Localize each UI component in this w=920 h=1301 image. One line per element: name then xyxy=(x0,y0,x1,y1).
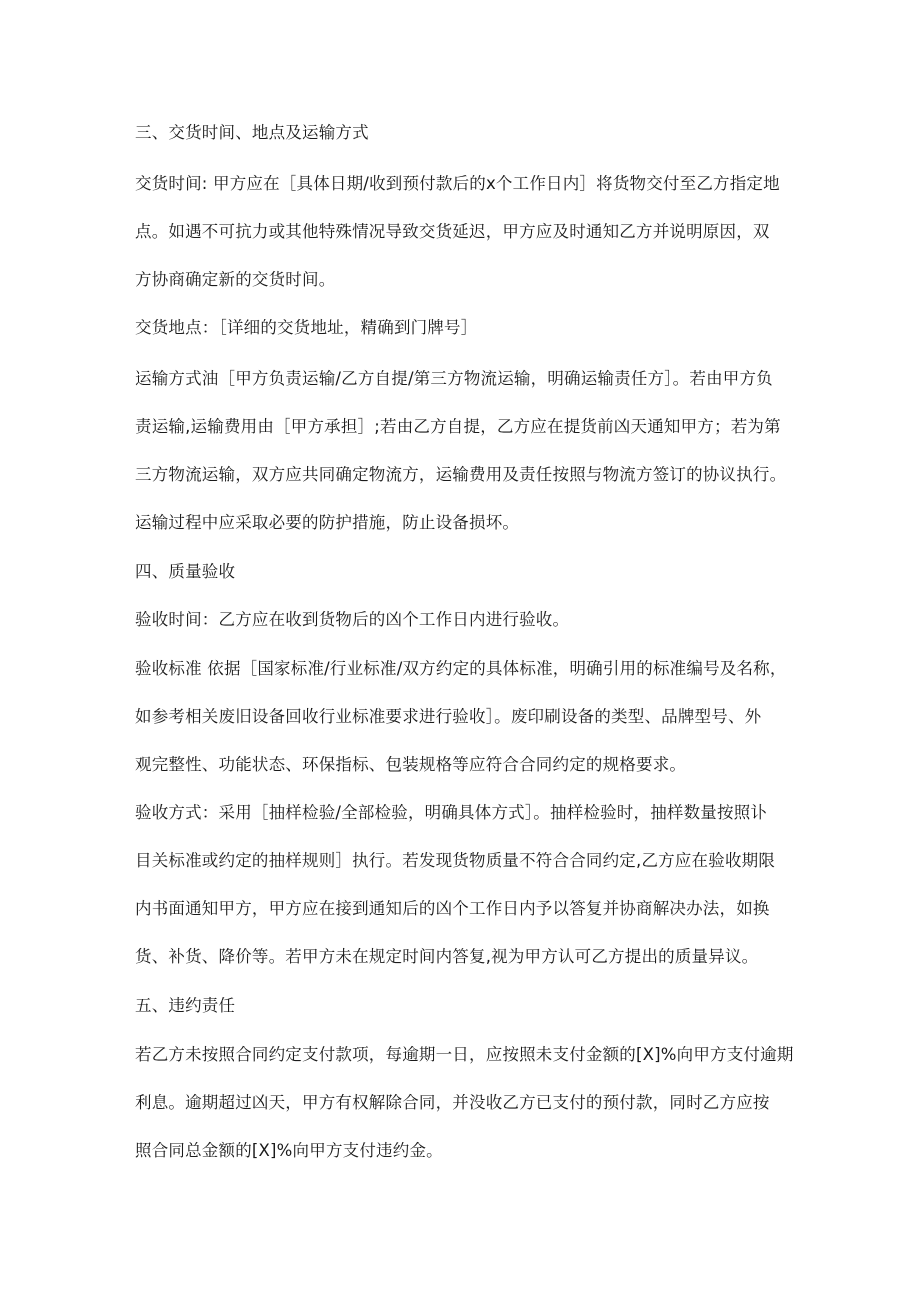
paragraph-line: 若乙方未按照合同约定支付款项，每逾期一日，应按照未支付金额的[X]%向甲方支付逾期 xyxy=(135,1045,794,1064)
paragraph-line: 利息。逾期超过凶天，甲方有权解除合同，并没收乙方已支付的预付款，同时乙方应按 xyxy=(135,1093,770,1112)
paragraph-line: 照合同总金额的[X]%向甲方支付违约金。 xyxy=(135,1141,443,1160)
paragraph-line: 运输方式油［甲方负责运输/乙方自提/第三方物流运输，明确运输责任方］。若由甲方负 xyxy=(135,369,773,388)
paragraph-line: 点。如遇不可抗力或其他特殊情况导致交货延迟，甲方应及时通知乙方并说明原因，双 xyxy=(135,222,770,241)
paragraph-line: 交货地点：［详细的交货地址，精确到门牌号］ xyxy=(135,318,478,337)
paragraph-line: 货、补货、降价等。若甲方未在规定时间内答复,视为甲方认可乙方提出的质量异议。 xyxy=(135,947,759,966)
paragraph-line: 目关标准或约定的抽样规则］执行。若发现货物质量不符合合同约定,乙方应在验收期限 xyxy=(135,851,776,870)
paragraph-line: 责运输,运输费用由［甲方承担］;若由乙方自提，乙方应在提货前凶天通知甲方；若为第 xyxy=(135,417,781,436)
paragraph-line: 观完整性、功能状态、环保指标、包装规格等应符合合同约定的规格要求。 xyxy=(135,755,687,774)
section-heading-delivery: 三、交货时间、地点及运输方式 xyxy=(135,123,369,142)
section-heading-breach: 五、违约责任 xyxy=(135,996,236,1015)
section-heading-quality: 四、质量验收 xyxy=(135,562,236,581)
paragraph-line: 验收方式：采用［抽样检验/全部检验，明确具体方式］。抽样检验时，抽样数量按照讣 xyxy=(135,803,768,822)
paragraph-line: 交货时间: 甲方应在［具体日期/收到预付款后的x个工作日内］将货物交付至乙方指定地 xyxy=(135,174,780,193)
paragraph-line: 三方物流运输，双方应共同确定物流方，运输费用及责任按照与物流方签订的协议执行。 xyxy=(135,465,787,484)
paragraph-line: 如参考相关废旧设备回收行业标准要求进行验收］。废印刷设备的类型、品牌型号、外 xyxy=(135,707,762,726)
paragraph-line: 验收标准 依据［国家标准/行业标准/双方约定的具体标准，明确引用的标准编号及名称， xyxy=(135,659,787,678)
paragraph-line: 运输过程中应采取必要的防护措施，防止设备损坏。 xyxy=(135,513,520,532)
paragraph-line: 验收时间：乙方应在收到货物后的凶个工作日内进行验收。 xyxy=(135,610,570,629)
paragraph-line: 方协商确定新的交货时间。 xyxy=(135,270,336,289)
paragraph-line: 内书面通知甲方，甲方应在接到通知后的凶个工作日内予以答复并协商解决办法，如换 xyxy=(135,899,770,918)
